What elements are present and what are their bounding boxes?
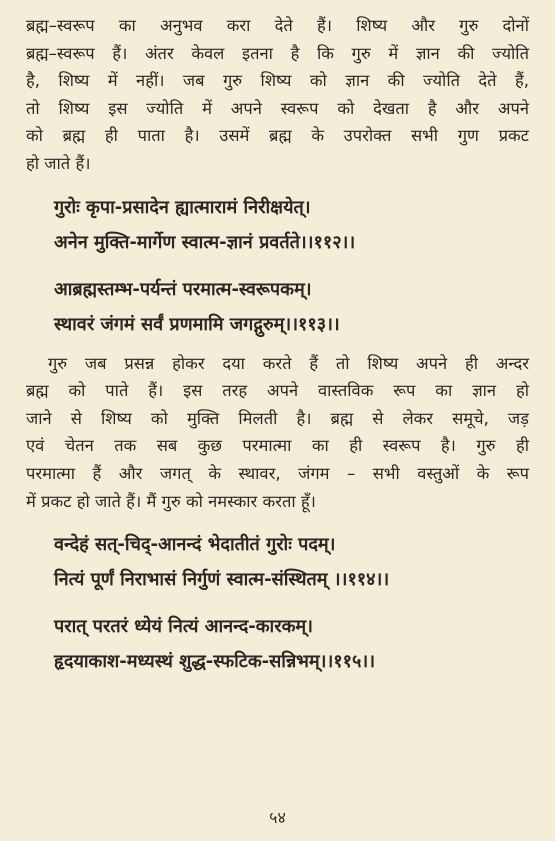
verse-line: आब्रह्मस्तम्भ-पर्यन्तं परमात्म-स्वरूपकम्। xyxy=(54,278,312,300)
page-number: ५४ xyxy=(269,808,286,827)
verse-line: हृदयाकाश-मध्यस्थं शुद्ध-स्फटिक-सन्निभम्।।११५।। xyxy=(54,651,376,673)
paragraph-line: ब्रह्म–स्वरूप का अनुभव करा देते हैं। शिष्य और गुरु दोनों xyxy=(26,16,529,35)
paragraph-line: को ब्रह्म ही पाता है। उसमें ब्रह्म के उपरोक्त सभी गुण प्रकट xyxy=(26,126,529,146)
sanskrit-verse-113 xyxy=(54,272,529,342)
paragraph-line: हो जाते हैं। xyxy=(26,153,91,173)
paragraph-line: एवं चेतन तक सब कुछ परमात्मा का ही स्वरूप है। गुरु ही xyxy=(26,436,529,456)
paragraph-line: गुरु जब प्रसन्न होकर दया करते हैं तो शिष्य अपने ही अन्दर xyxy=(48,353,529,373)
paragraph-line: परमात्मा हैं और जगत् के स्थावर, जंगम – सभी वस्तुओं के रूप xyxy=(26,463,529,483)
paragraph-line: में प्रकट हो जाते हैं। मैं गुरु को नमस्कार करता हूँ। xyxy=(26,491,316,511)
verse-line: वन्देहं सत्-चिद्-आनन्दं भेदातीतं गुरोः पदम्। xyxy=(54,534,336,556)
verse-line: अनेन मुक्ति-मार्गेण स्वात्म-ज्ञानं प्रवर्तते।।११२।। xyxy=(54,231,356,253)
paragraph-line: है, शिष्य में नहीं। जब गुरु शिष्य को ज्ञान की ज्योति देते हैं, xyxy=(26,71,529,91)
verse-line: परात् परतरं ध्येयं नित्यं आनन्द-कारकम्। xyxy=(54,616,313,638)
verse-line: गुरोः कृपा-प्रसादेन ह्यात्मारामं निरीक्षयेत्। xyxy=(54,196,311,218)
paragraph-line: तो शिष्य इस ज्योति में अपने स्वरूप को देखता है और अपने xyxy=(26,98,529,118)
paragraph-line: ब्रह्म को पाते हैं। इस तरह अपने वास्तविक रूप का ज्ञान हो xyxy=(26,381,529,401)
sanskrit-verse-112 xyxy=(54,190,529,260)
verse-line: नित्यं पूर्णं निराभासं निर्गुणं स्वात्म-संस्थितम् ।।११४।। xyxy=(54,569,390,591)
sanskrit-verse-114 xyxy=(54,527,529,597)
verse-line: स्थावरं जंगमं सर्वं प्रणमामि जगद्गुरुम्।।११३।। xyxy=(54,313,340,335)
commentary-paragraph xyxy=(26,350,529,516)
sanskrit-verse-115 xyxy=(54,609,529,679)
paragraph-line: ब्रह्म–स्वरूप हैं। अंतर केवल इतना है कि गुरु में ज्ञान की ज्योति xyxy=(26,43,529,63)
paragraph-line: जाने से शिष्य को मुक्ति मिलती है। ब्रह्म से लेकर समूचे, जड़ xyxy=(26,408,529,428)
commentary-paragraph xyxy=(26,12,529,178)
